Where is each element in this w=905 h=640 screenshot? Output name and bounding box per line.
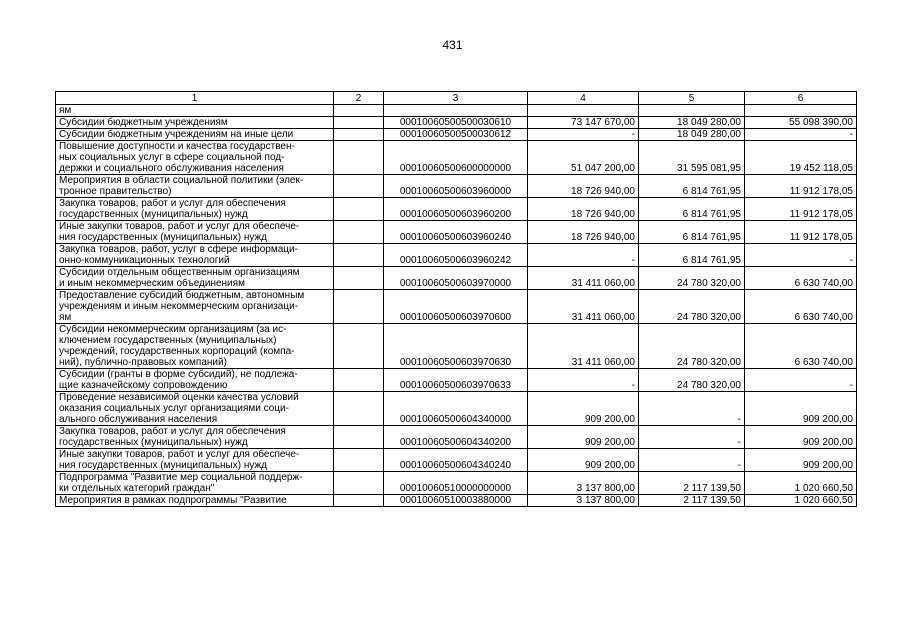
row-value-5-cell: -: [639, 426, 745, 449]
page-number: 431: [442, 38, 463, 52]
row-value-4-cell: 31 411 060,00: [528, 324, 639, 369]
table-row: [56, 472, 857, 495]
row-col2-cell: [334, 105, 384, 117]
row-value-6-cell: 6 630 740,00: [745, 267, 857, 290]
row-code-cell: 00010060500500030610: [384, 117, 528, 129]
row-name-cell: Проведение независимой оценки качества условий оказания социальных услуг организациями соци- ального обслуживания населения: [56, 392, 334, 426]
table-row: [56, 117, 857, 129]
row-value-5-cell: 31 595 081,95: [639, 141, 745, 175]
row-col2-cell: [334, 392, 384, 426]
row-code-cell: 00010060500603960000: [384, 175, 528, 198]
row-value-6-cell: 55 098 390,00: [745, 117, 857, 129]
table-row: [56, 449, 857, 472]
row-name-cell: Повышение доступности и качества государствен- ных социальных услуг в сфере социальной под- держки и социального обслуживания населения: [56, 141, 334, 175]
row-value-5-cell: 6 814 761,95: [639, 244, 745, 267]
budget-table: [55, 91, 857, 507]
row-col2-cell: [334, 495, 384, 507]
row-value-5-cell: 2 117 139,50: [639, 472, 745, 495]
row-col2-cell: [334, 369, 384, 392]
row-value-4-cell: 909 200,00: [528, 392, 639, 426]
row-col2-cell: [334, 290, 384, 324]
table-body: [56, 105, 857, 507]
row-name-cell: Субсидии некоммерческим организациям (за ис- ключением государственных (муниципальных) учреждений, государственных корпораций (компа- ний), публично-правовых компаний): [56, 324, 334, 369]
row-name-cell: Предоставление субсидий бюджетным, автономным учреждениям и иным некоммерческим организаци- ям: [56, 290, 334, 324]
row-name-cell: Субсидии (гранты в форме субсидий), не подлежа- щие казначейскому сопровождению: [56, 369, 334, 392]
row-value-4-cell: 31 411 060,00: [528, 290, 639, 324]
table-row: [56, 426, 857, 449]
row-value-5-cell: [639, 105, 745, 117]
table-row: [56, 244, 857, 267]
column-header: 1: [56, 92, 334, 105]
row-value-4-cell: 51 047 200,00: [528, 141, 639, 175]
row-value-4-cell: 18 726 940,00: [528, 198, 639, 221]
row-code-cell: 00010060500603970630: [384, 324, 528, 369]
table-row: [56, 105, 857, 117]
row-name-cell: Закупка товаров, работ, услуг в сфере информаци- онно-коммуникационных технологий: [56, 244, 334, 267]
row-col2-cell: [334, 267, 384, 290]
row-value-5-cell: -: [639, 449, 745, 472]
row-value-4-cell: -: [528, 244, 639, 267]
row-name-cell: ям: [56, 105, 334, 117]
column-header: 4: [528, 92, 639, 105]
row-name-cell: Иные закупки товаров, работ и услуг для обеспече- ния государственных (муниципальных) нужд: [56, 449, 334, 472]
table-row: [56, 141, 857, 175]
row-value-5-cell: 24 780 320,00: [639, 290, 745, 324]
row-name-cell: Субсидии отдельным общественным организациям и иным некоммерческим объединениям: [56, 267, 334, 290]
column-header: 5: [639, 92, 745, 105]
row-name-cell: Закупка товаров, работ и услуг для обеспечения государственных (муниципальных) нужд: [56, 426, 334, 449]
row-code-cell: [384, 105, 528, 117]
row-name-cell: Закупка товаров, работ и услуг для обеспечения государственных (муниципальных) нужд: [56, 198, 334, 221]
row-col2-cell: [334, 221, 384, 244]
row-name-cell: Субсидии бюджетным учреждениям: [56, 117, 334, 129]
row-value-6-cell: 11 912 178,05: [745, 175, 857, 198]
row-value-4-cell: 909 200,00: [528, 426, 639, 449]
table-row: [56, 221, 857, 244]
row-value-4-cell: 3 137 800,00: [528, 472, 639, 495]
row-value-5-cell: 2 117 139,50: [639, 495, 745, 507]
row-value-6-cell: -: [745, 369, 857, 392]
row-value-4-cell: 3 137 800,00: [528, 495, 639, 507]
table-row: [56, 267, 857, 290]
row-code-cell: 00010060500604340240: [384, 449, 528, 472]
row-code-cell: 00010060500603960242: [384, 244, 528, 267]
row-col2-cell: [334, 198, 384, 221]
row-value-4-cell: 31 411 060,00: [528, 267, 639, 290]
row-col2-cell: [334, 117, 384, 129]
row-value-6-cell: 6 630 740,00: [745, 290, 857, 324]
row-value-5-cell: 18 049 280,00: [639, 117, 745, 129]
row-value-6-cell: 6 630 740,00: [745, 324, 857, 369]
row-code-cell: 00010060500500030612: [384, 129, 528, 141]
row-value-6-cell: 19 452 118,05: [745, 141, 857, 175]
row-value-5-cell: -: [639, 392, 745, 426]
row-col2-cell: [334, 449, 384, 472]
row-value-4-cell: 73 147 670,00: [528, 117, 639, 129]
row-value-6-cell: -: [745, 244, 857, 267]
row-value-6-cell: 11 912 178,05: [745, 221, 857, 244]
table-row: [56, 392, 857, 426]
table-row: [56, 175, 857, 198]
table-row: [56, 198, 857, 221]
table-row: [56, 290, 857, 324]
row-value-6-cell: -: [745, 129, 857, 141]
table-row: [56, 324, 857, 369]
row-value-6-cell: 909 200,00: [745, 392, 857, 426]
row-name-cell: Подпрограмма "Развитие мер социальной поддерж- ки отдельных категорий граждан": [56, 472, 334, 495]
row-col2-cell: [334, 244, 384, 267]
row-name-cell: Мероприятия в области социальной политики (элек- тронное правительство): [56, 175, 334, 198]
row-col2-cell: [334, 426, 384, 449]
row-value-5-cell: 24 780 320,00: [639, 369, 745, 392]
row-name-cell: Мероприятия в рамках подпрограммы "Развитие: [56, 495, 334, 507]
row-value-5-cell: 24 780 320,00: [639, 267, 745, 290]
row-code-cell: 00010060510003880000: [384, 495, 528, 507]
row-value-6-cell: 1 020 660,50: [745, 472, 857, 495]
row-value-6-cell: [745, 105, 857, 117]
row-value-4-cell: 909 200,00: [528, 449, 639, 472]
row-value-6-cell: 909 200,00: [745, 426, 857, 449]
row-value-4-cell: [528, 105, 639, 117]
row-code-cell: 00010060500604340200: [384, 426, 528, 449]
row-code-cell: 00010060500604340000: [384, 392, 528, 426]
column-header: 6: [745, 92, 857, 105]
row-code-cell: 00010060500603970633: [384, 369, 528, 392]
row-code-cell: 00010060500603960200: [384, 198, 528, 221]
row-code-cell: 00010060500603970000: [384, 267, 528, 290]
column-header: 3: [384, 92, 528, 105]
table-row: [56, 369, 857, 392]
row-code-cell: 00010060500600000000: [384, 141, 528, 175]
row-name-cell: Иные закупки товаров, работ и услуг для обеспече- ния государственных (муниципальных) нужд: [56, 221, 334, 244]
row-value-5-cell: 18 049 280,00: [639, 129, 745, 141]
row-col2-cell: [334, 141, 384, 175]
table-row: [56, 129, 857, 141]
row-col2-cell: [334, 324, 384, 369]
row-value-6-cell: 11 912 178,05: [745, 198, 857, 221]
row-value-6-cell: 909 200,00: [745, 449, 857, 472]
row-code-cell: 00010060500603970600: [384, 290, 528, 324]
table-header-row: [56, 92, 857, 105]
row-value-5-cell: 6 814 761,95: [639, 198, 745, 221]
row-col2-cell: [334, 175, 384, 198]
row-code-cell: 00010060500603960240: [384, 221, 528, 244]
row-col2-cell: [334, 472, 384, 495]
column-header: 2: [334, 92, 384, 105]
row-value-5-cell: 24 780 320,00: [639, 324, 745, 369]
row-col2-cell: [334, 129, 384, 141]
row-value-5-cell: 6 814 761,95: [639, 221, 745, 244]
row-value-4-cell: -: [528, 369, 639, 392]
row-code-cell: 00010060510000000000: [384, 472, 528, 495]
row-name-cell: Субсидии бюджетным учреждениям на иные цели: [56, 129, 334, 141]
table-row: [56, 495, 857, 507]
row-value-6-cell: 1 020 660,50: [745, 495, 857, 507]
row-value-4-cell: 18 726 940,00: [528, 175, 639, 198]
row-value-5-cell: 6 814 761,95: [639, 175, 745, 198]
row-value-4-cell: -: [528, 129, 639, 141]
row-value-4-cell: 18 726 940,00: [528, 221, 639, 244]
